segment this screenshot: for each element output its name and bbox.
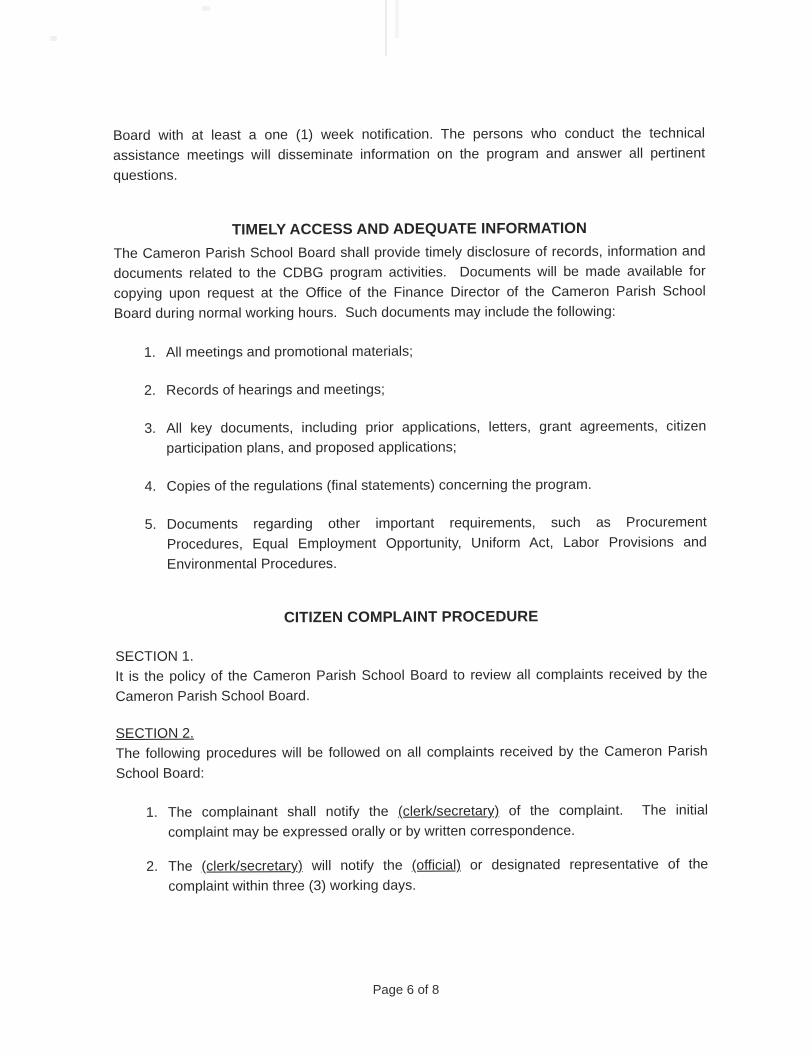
list-item-text: The (clerk/secretary) will notify the (official) or designated representative of the complaint within three (3) working days. xyxy=(168,855,713,894)
list-item xyxy=(144,415,711,457)
list-item xyxy=(144,377,706,399)
document-content xyxy=(113,122,713,910)
complaint-steps-list xyxy=(145,799,713,895)
list-item xyxy=(145,799,712,841)
scan-artifact-vertical-line xyxy=(385,0,387,56)
citizen-complaint-heading: CITIZEN COMPLAINT PROCEDURE xyxy=(283,608,539,627)
documents-list xyxy=(143,339,711,573)
section-2-label: SECTION 2. xyxy=(115,724,194,741)
list-item-number: 1. xyxy=(143,343,156,360)
list-item xyxy=(145,473,707,495)
list-item-number: 2. xyxy=(146,857,159,874)
list-item xyxy=(146,853,713,895)
list-item-number: 3. xyxy=(144,419,157,436)
scan-artifact-speck xyxy=(202,6,210,11)
timely-access-paragraph: The Cameron Parish School Board shall provide timely disclosure of records, information and documents related to the CDBG program activities. Documents will be made available for copying upon request at the Office of the Finance Director of the Cameron Parish School Board during normal working hours. Such documents may include the following: xyxy=(113,242,710,321)
scan-artifact-speck-2 xyxy=(50,36,57,41)
list-item-text: The complainant shall notify the (clerk/secretary) of the complaint. The initial complaint may be expressed orally or by written correspondence. xyxy=(167,801,712,840)
scan-artifact-vertical-line-2 xyxy=(395,0,399,38)
timely-access-heading: TIMELY ACCESS AND ADEQUATE INFORMATION xyxy=(231,219,587,239)
list-item-text: Copies of the regulations (final statements) concerning the program. xyxy=(166,475,592,494)
list-item-text: Documents regarding other important requirements, such as Procurement Procedures, Equal Employment Opportunity, Uniform Act, Labor Provisions and Environmental Procedures. xyxy=(166,513,711,572)
section-1-text: It is the policy of the Cameron Parish School Board to review all complaints received by the Cameron Parish School Board. xyxy=(115,665,712,704)
list-item-number: 2. xyxy=(144,381,156,398)
list-item xyxy=(144,511,711,573)
section-2-text: The following procedures will be followed on all complaints received by the Cameron Parish School Board: xyxy=(115,742,712,781)
section-1-label: SECTION 1. xyxy=(115,647,194,664)
list-item-text: All key documents, including prior applications, letters, grant agreements, citizen participation plans, and proposed applications; xyxy=(166,417,711,456)
list-item-text: Records of hearings and meetings; xyxy=(166,380,385,398)
list-item-number: 1. xyxy=(145,803,158,820)
list-item xyxy=(144,339,706,361)
list-item-text: All meetings and promotional materials; xyxy=(165,342,414,360)
intro-paragraph: Board with at least a one (1) week notification. The persons who conduct the technical assistance meetings will disseminate information on the program and answer all pertinent questions. xyxy=(113,124,710,183)
list-item-number: 4. xyxy=(144,477,157,494)
page-number: Page 6 of 8 xyxy=(372,982,440,997)
list-item-number: 5. xyxy=(144,515,157,532)
